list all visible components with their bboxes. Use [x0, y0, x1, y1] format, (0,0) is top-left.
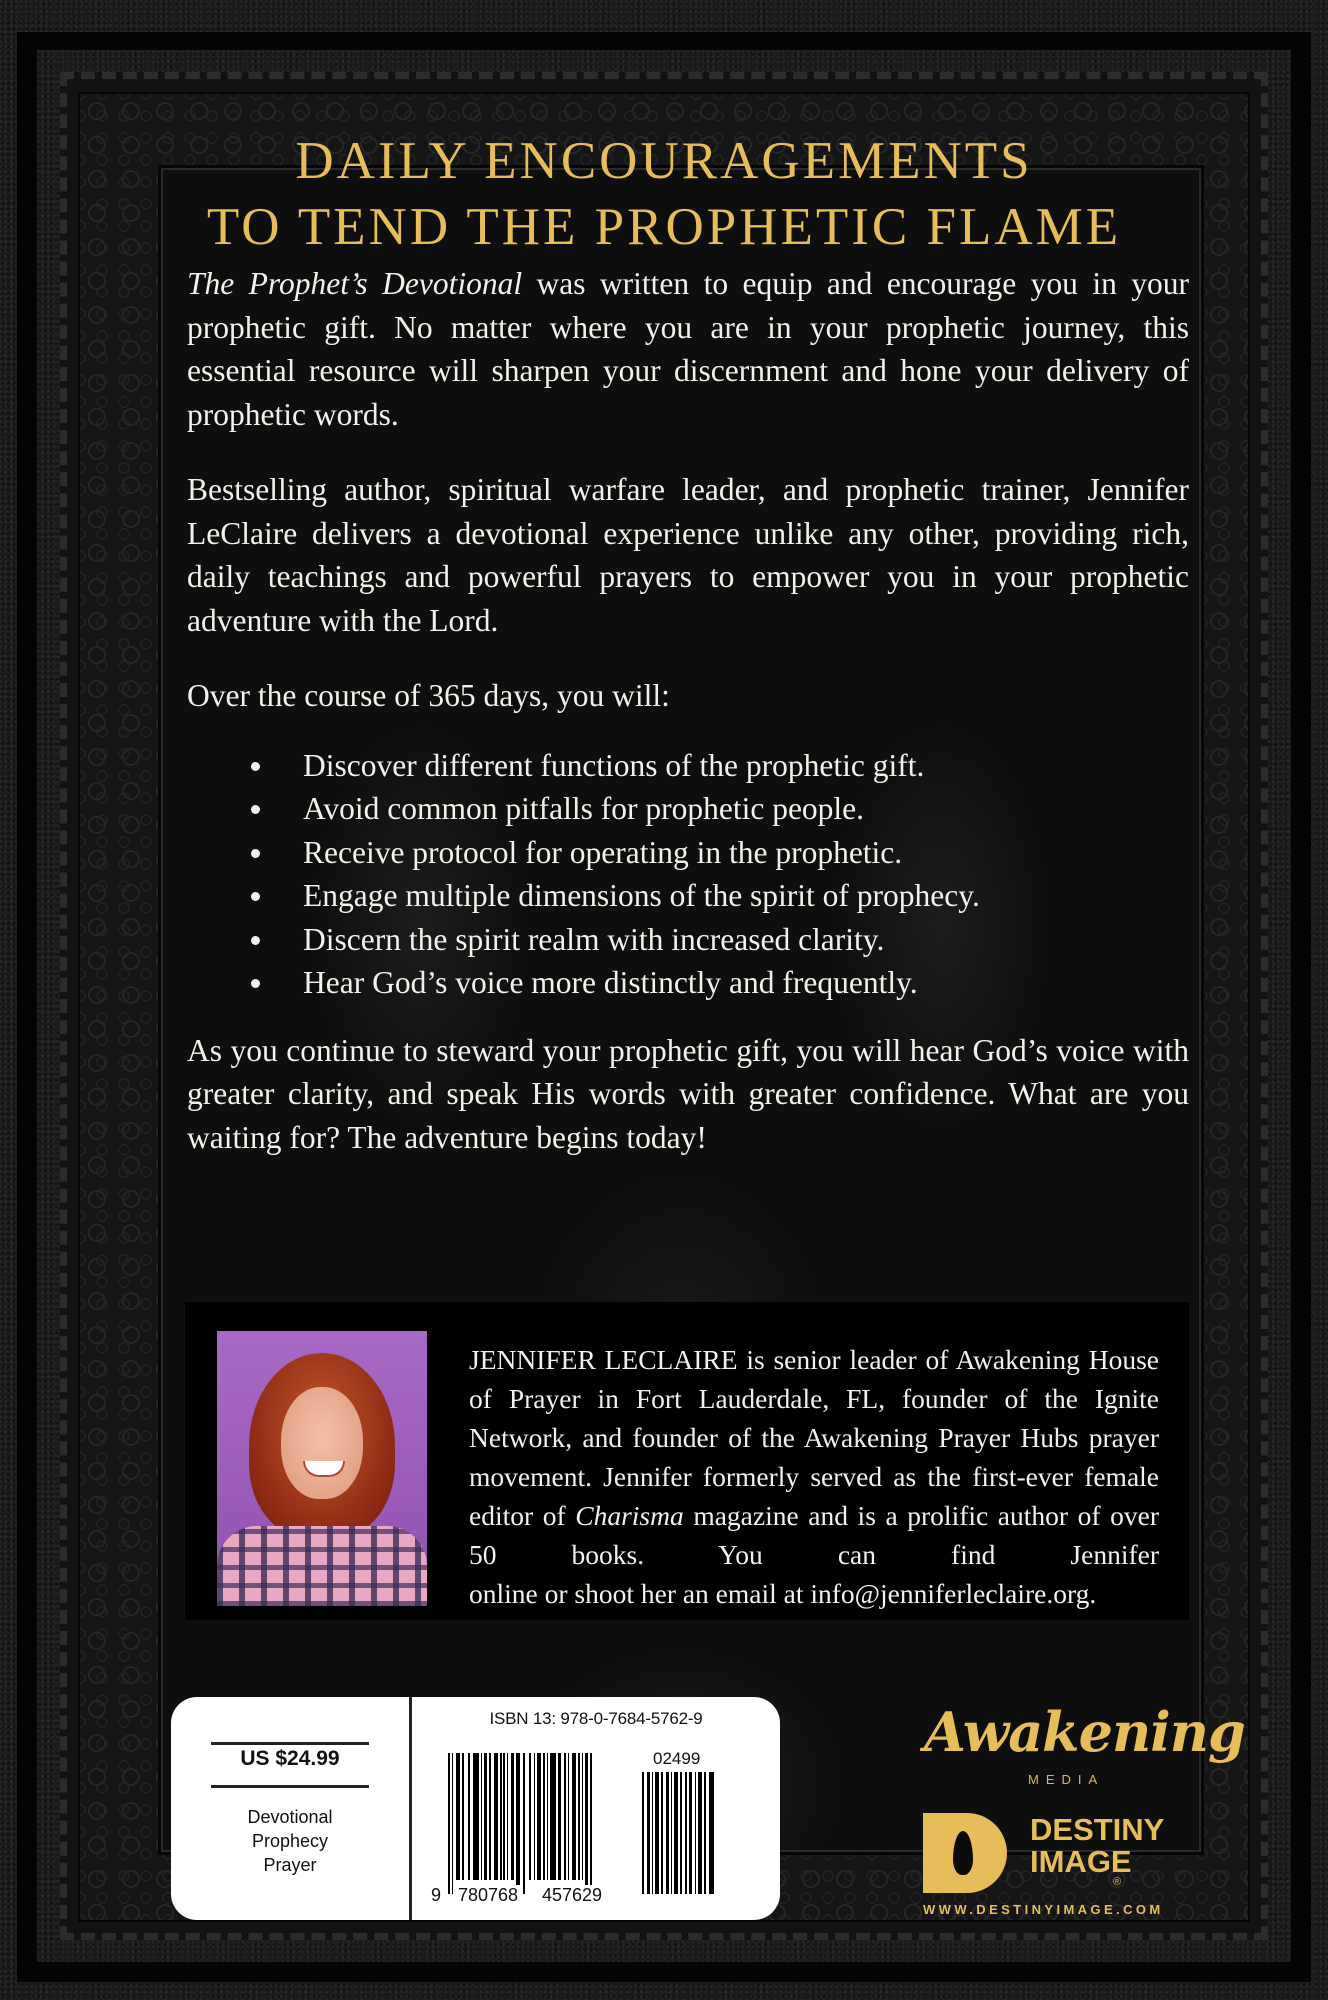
- back-cover-copy: [187, 262, 1189, 1191]
- price-barcode-label: [171, 1697, 780, 1920]
- author-bio-box: [185, 1302, 1189, 1620]
- list-item: Engage multiple dimensions of the spirit of prophecy.: [187, 874, 1189, 918]
- supplement-digits: 02499: [653, 1749, 701, 1768]
- author-contact: online or shoot her an email at info@jenniferleclaire.org.: [469, 1578, 1097, 1609]
- magazine-title: Charisma: [575, 1500, 684, 1531]
- list-item: Receive protocol for operating in the prophetic.: [187, 831, 1189, 875]
- cover-heading: [0, 128, 1328, 260]
- price: US $24.99: [240, 1747, 340, 1770]
- list-intro: Over the course of 365 days, you will:: [187, 678, 670, 713]
- list-item: Avoid common pitfalls for prophetic people.: [187, 787, 1189, 831]
- category: Devotional: [247, 1807, 333, 1827]
- intro-paragraph: [187, 262, 1189, 436]
- list-item: Discover different functions of the prophetic gift.: [187, 744, 1189, 788]
- closing-paragraph: As you continue to steward your prophetic gift, you will hear God’s voice with greater clarity, and speak His words with greater confidence. What are you waiting for? The adventure begins today!: [187, 1032, 1189, 1155]
- destiny-d-icon: [923, 1813, 1007, 1893]
- category-list: [171, 1805, 409, 1877]
- benefits-list: [187, 744, 1189, 1005]
- barcode-lead-digit: 9: [431, 1885, 442, 1905]
- book-title: The Prophet’s Devotional: [187, 266, 523, 301]
- barcode-right-digits: 457629: [542, 1885, 603, 1905]
- photo-face: [281, 1387, 363, 1499]
- awakening-wordmark: Awakening: [924, 1700, 1245, 1764]
- destiny-wordmark: DESTINY IMAGE: [1030, 1812, 1165, 1879]
- heading-line-1: DAILY ENCOURAGEMENTS: [295, 131, 1033, 190]
- author-intro-paragraph: Bestselling author, spiritual warfare leader, and prophetic trainer, Jennifer LeClaire delivers a devotional experience unlike any other, providing rich, daily teachings and powerful prayers to empower you in your prophetic adventure with the Lord.: [187, 472, 1189, 638]
- registered-mark: ®: [1113, 1876, 1122, 1888]
- photo-shirt: [217, 1526, 427, 1606]
- destiny-url: WWW.DESTINYIMAGE.COM: [923, 1902, 1164, 1917]
- list-item: Discern the spirit realm with increased clarity.: [187, 918, 1189, 962]
- author-photo: [217, 1331, 427, 1606]
- intro-text: was written to equip and encourage you in your prophetic gift. No matter where you are in your prophetic journey, this essential resource will sharpen your discernment and hone your delivery of prophetic words.: [187, 266, 1189, 432]
- author-bio-body: JENNIFER LECLAIRE is senior leader of Awakening House of Prayer in Fort Lauderdale, FL, founder of the Ignite Network, and founder of the Awakening Prayer Hubs prayer movement. Jennifer formerly served as the first-ever female editor of Charisma magazine and is a prolific author of over 50 books. You can find Jennifer: [469, 1344, 1159, 1570]
- category: Prophecy: [251, 1831, 329, 1851]
- price-rule-top: [211, 1742, 369, 1745]
- label-divider: [409, 1697, 412, 1920]
- awakening-media-logo: [918, 1700, 1245, 1800]
- bullet-icon: [251, 936, 260, 945]
- destiny-image-logo: [920, 1810, 1190, 1920]
- author-bio: [469, 1340, 1159, 1613]
- barcode-icon: [448, 1753, 626, 1894]
- barcode-left-digits: 780768: [458, 1885, 519, 1905]
- category: Prayer: [263, 1855, 317, 1875]
- price-rule-bottom: [211, 1785, 369, 1788]
- isbn: ISBN 13: 978-0-7684-5762-9: [489, 1709, 703, 1728]
- list-item: Hear God’s voice more distinctly and frequently.: [187, 961, 1189, 1005]
- bullet-icon: [251, 892, 260, 901]
- supplement-barcode-icon: [642, 1772, 732, 1894]
- flame-icon: [953, 1831, 973, 1875]
- awakening-sub: MEDIA: [1028, 1772, 1105, 1787]
- heading-line-2: TO TEND THE PROPHETIC FLAME: [206, 197, 1122, 256]
- bullet-icon: [251, 979, 260, 988]
- bullet-icon: [251, 805, 260, 814]
- bullet-icon: [251, 849, 260, 858]
- bullet-icon: [251, 762, 260, 771]
